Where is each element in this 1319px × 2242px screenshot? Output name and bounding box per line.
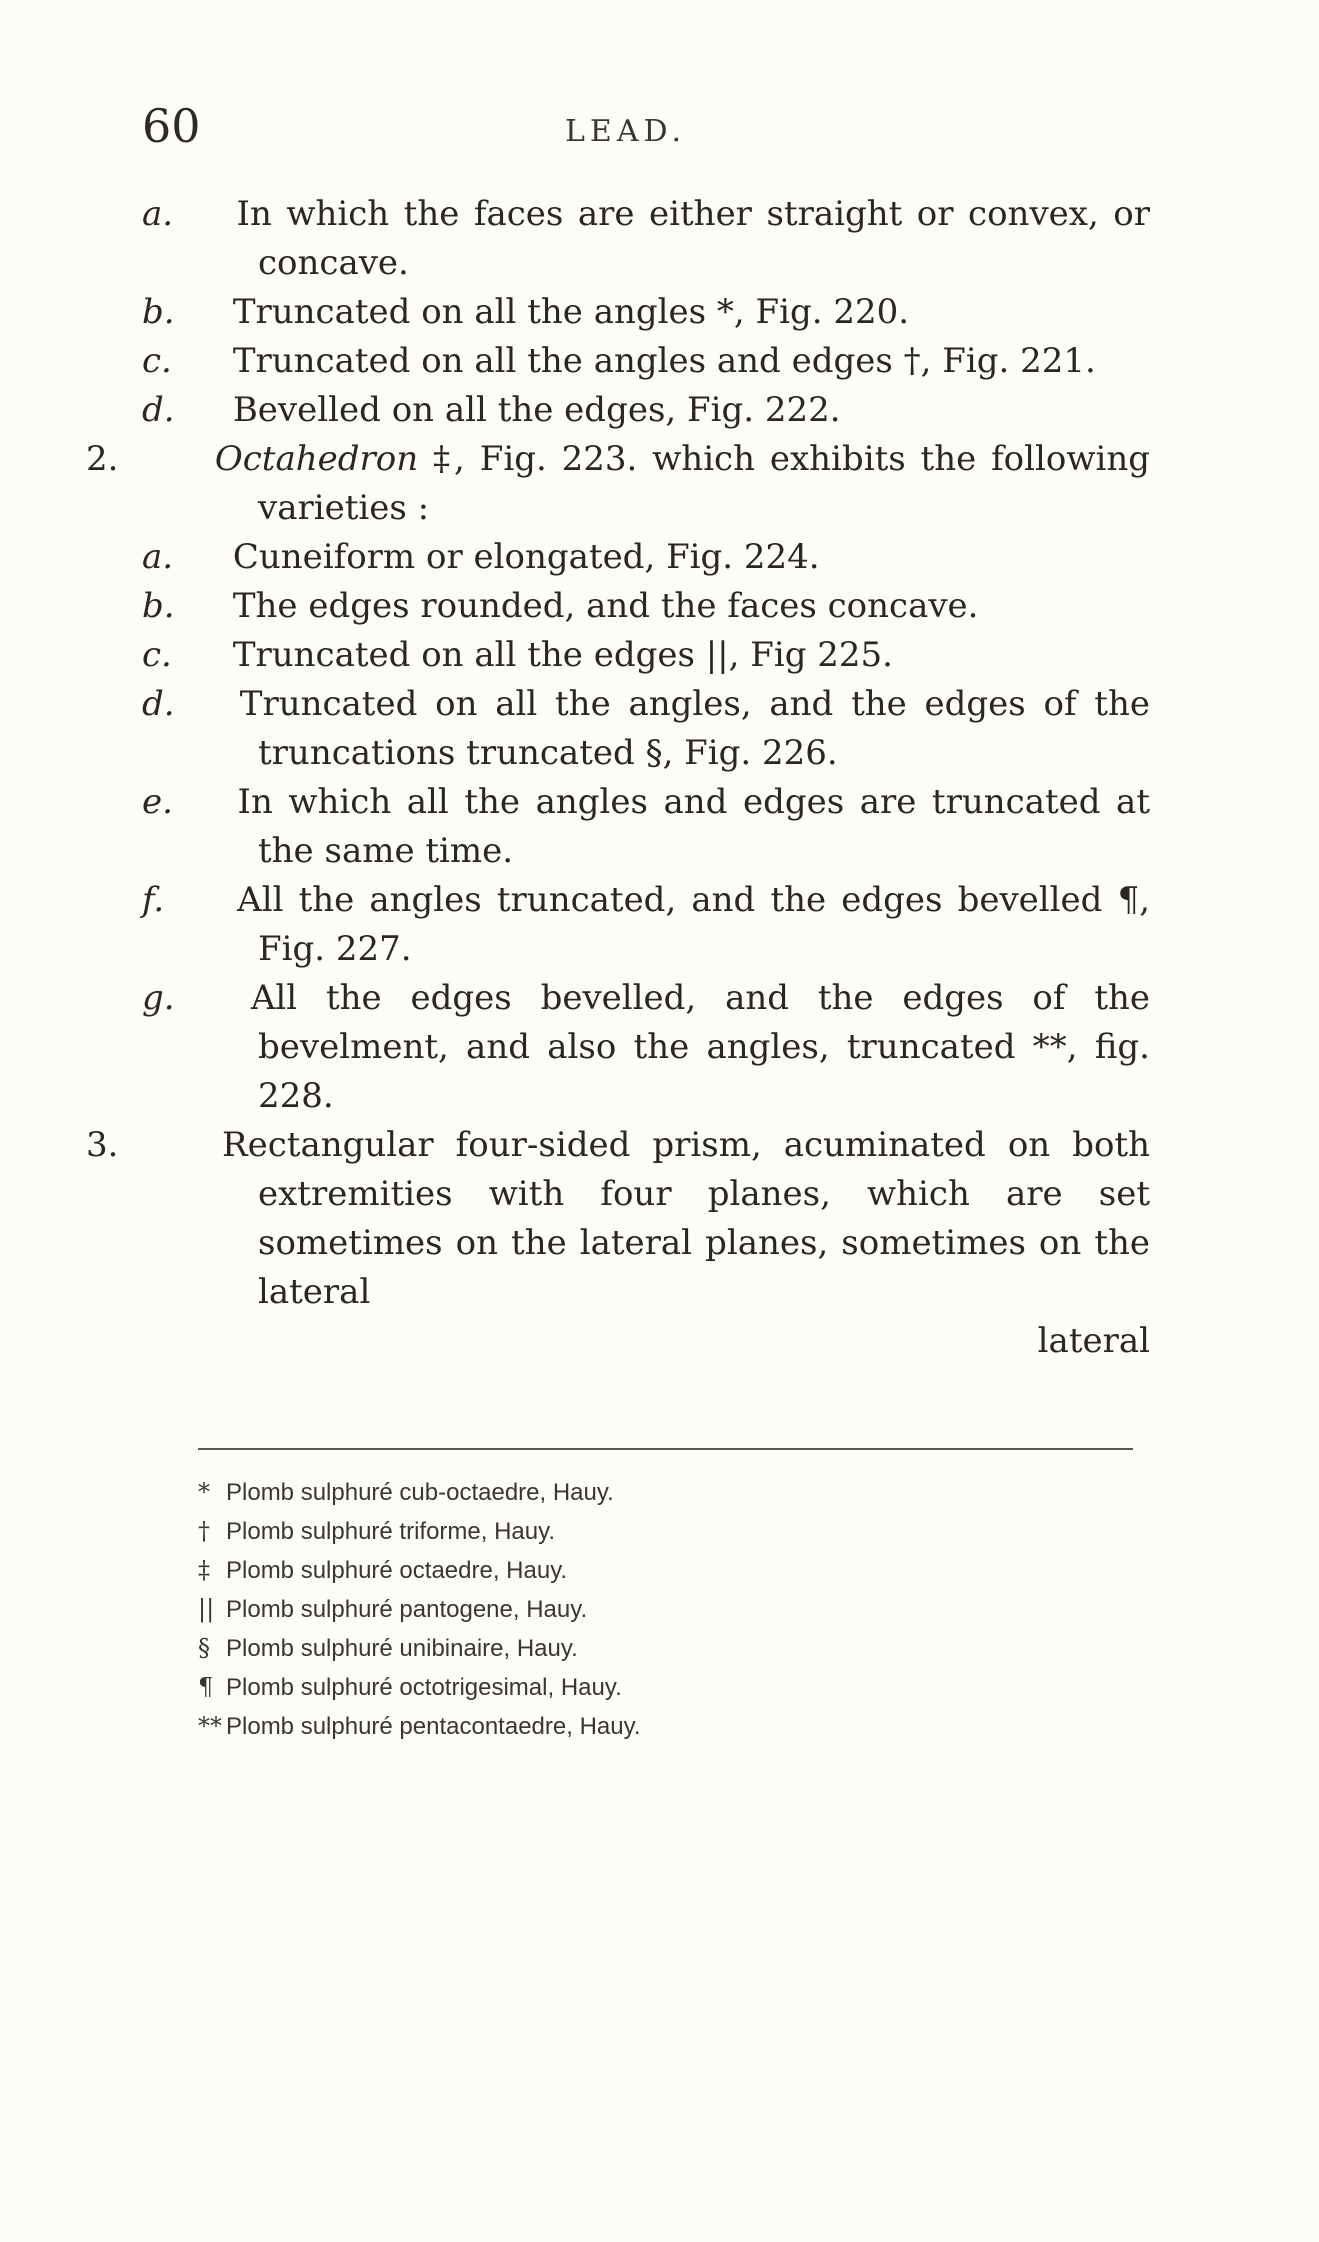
item-text: In which the faces are either straight or convex, or concave. (236, 194, 1150, 283)
list-item (142, 680, 1150, 778)
list-item (142, 582, 1150, 631)
item-text: In which all the angles and edges are truncated at the same time. (237, 782, 1150, 871)
footnote-rule (198, 1448, 1133, 1450)
item-text: Truncated on all the edges ||, Fig 225. (232, 635, 893, 675)
footnotes (198, 1473, 1098, 1746)
item-label: a. (142, 537, 174, 577)
footnote-mark: * (198, 1478, 210, 1506)
footnote (198, 1707, 1098, 1746)
list-item (142, 288, 1150, 337)
body-text (86, 190, 1151, 1366)
item-label: b. (142, 586, 175, 626)
item-label: c. (142, 341, 172, 381)
list-item (142, 778, 1150, 876)
item-text: Truncated on all the angles *, Fig. 220. (232, 292, 910, 332)
list-item (142, 533, 1150, 582)
item-text: All the angles truncated, and the edges bevelled ¶, Fig. 227. (237, 880, 1151, 969)
footnote (198, 1512, 1098, 1551)
page-number: 60 (142, 99, 201, 153)
footnote-text: Plomb sulphuré octaedre, Hauy. (226, 1557, 568, 1584)
item-text: Truncated on all the angles, and the edges of the truncations truncated §, Fig. 226. (239, 684, 1150, 773)
footnote-mark: || (198, 1595, 215, 1623)
list-item (86, 435, 1150, 533)
footnote-mark: † (198, 1517, 210, 1545)
list-item (142, 631, 1150, 680)
item-label: b. (142, 292, 175, 332)
item-text: Cuneiform or elongated, Fig. 224. (232, 537, 820, 577)
list-item (142, 876, 1151, 974)
item-text: ‡, Fig. 223. which exhibits the following varieties : (258, 439, 1150, 528)
item-text: The edges rounded, and the faces concave. (232, 586, 979, 626)
footnote-mark: § (198, 1634, 210, 1662)
footnote (198, 1473, 1098, 1512)
footnote (198, 1590, 1098, 1629)
footnote-mark: ¶ (198, 1673, 214, 1701)
list-item (142, 974, 1150, 1121)
item-label: c. (142, 635, 172, 675)
item-text: Bevelled on all the edges, Fig. 222. (232, 390, 841, 430)
footnote (198, 1668, 1098, 1707)
item-label: d. (142, 684, 175, 724)
item-number: 2. (86, 439, 119, 479)
item-text: All the edges bevelled, and the edges of the bevelment, and also the angles, truncated **, fig. 228. (250, 978, 1150, 1116)
item-label: a. (142, 194, 174, 234)
running-head: LEAD. (565, 114, 687, 149)
item-text: Rectangular four-sided prism, acuminated on both extremities with four planes, which are set sometimes on the lateral planes, sometimes on the lateral (222, 1125, 1150, 1312)
item-label: e. (142, 782, 173, 822)
item-text: Truncated on all the angles and edges †, Fig. 221. (232, 341, 1096, 381)
footnote (198, 1551, 1098, 1590)
item-label: f. (142, 880, 165, 920)
item-title: Octahedron (214, 439, 419, 479)
footnote (198, 1629, 1098, 1668)
catchword: lateral (1037, 1321, 1150, 1361)
footnote-mark: ‡ (198, 1556, 210, 1584)
list-item (142, 337, 1150, 386)
footnote-text: Plomb sulphuré triforme, Hauy. (226, 1518, 556, 1545)
item-label: d. (142, 390, 175, 430)
footnote-text: Plomb sulphuré pentacontaedre, Hauy. (226, 1713, 641, 1740)
list-item (142, 190, 1150, 288)
footnote-text: Plomb sulphuré pantogene, Hauy. (226, 1596, 588, 1623)
list-item (86, 1121, 1150, 1317)
list-item (142, 386, 1150, 435)
footnote-mark: ** (198, 1712, 222, 1740)
item-label: g. (142, 978, 175, 1018)
item-number: 3. (86, 1125, 119, 1165)
footnote-text: Plomb sulphuré octotrigesimal, Hauy. (226, 1674, 622, 1701)
footnote-text: Plomb sulphuré cub-octaedre, Hauy. (226, 1479, 614, 1506)
footnote-text: Plomb sulphuré unibinaire, Hauy. (226, 1635, 578, 1662)
